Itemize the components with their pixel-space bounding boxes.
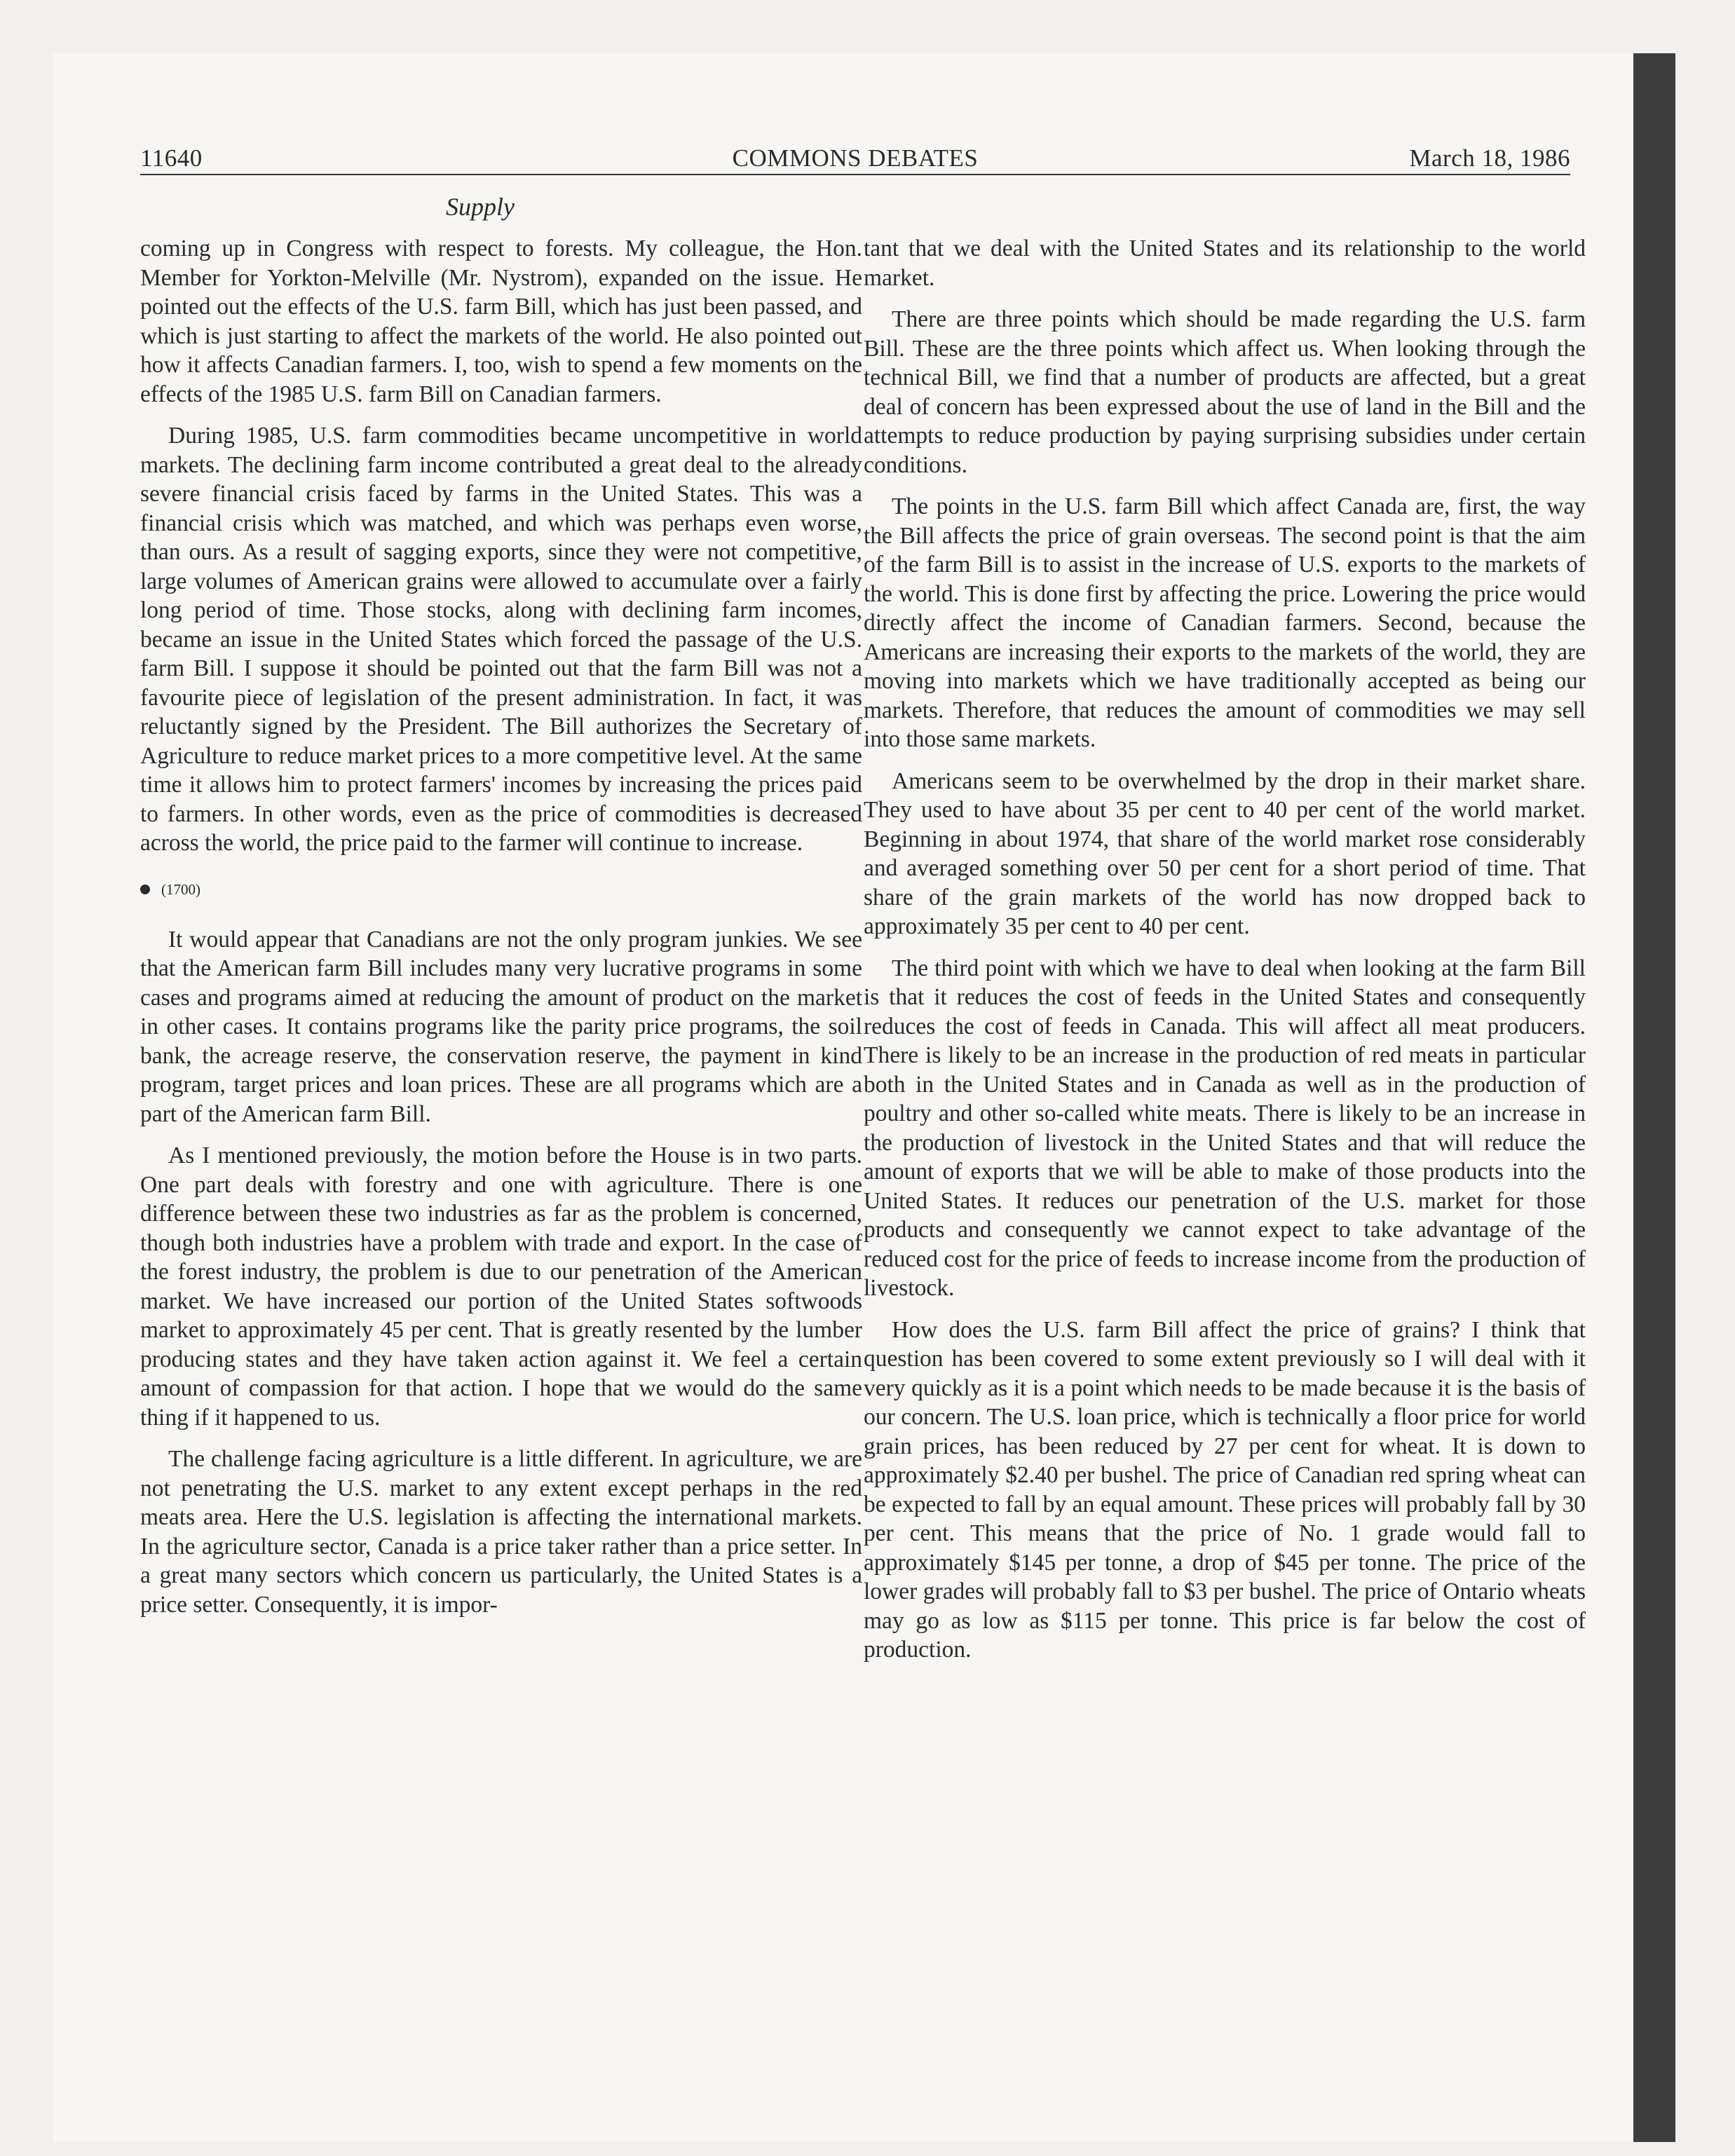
page-number: 11640 [140,144,203,172]
bullet-icon [140,885,150,894]
paragraph: coming up in Congress with respect to forests. My colleague, the Hon. Member for Yorkton-Melville (Mr. Nystrom), expanded on the issue. He pointed out the effects of the U.S. farm Bill, which has just been passed, and which is just starting to affect the markets of the world. He also pointed out how it affects Canadian farmers. I, too, wish to spend a few moments on the effects of the 1985 U.S. farm Bill on Canadian farmers. [140,236,862,407]
paragraph: During 1985, U.S. farm commodities became uncompetitive in world markets. The declining farm income contributed a great deal to the already severe financial crisis faced by farms in the United States. This was a financial crisis which was matched, and which was perhaps even worse, than ours. As a result of sagging exports, since they were not competitive, large volumes of American grains were allowed to accumulate over a fairly long period of time. Those stocks, along with declining farm incomes, became an issue in the United States which forced the passage of the U.S. farm Bill. I suppose it should be pointed out that the farm Bill was not a favourite piece of legislation of the present administration. In fact, it was reluctantly signed by the President. The Bill authorizes the Secretary of Agriculture to reduce market prices to a more competitive level. At the same time it allows him to protect farmers' incomes by increasing the prices paid to farmers. In other words, even as the price of commodities is decreased across the world, the price paid to the farmer will continue to increase. [140,423,862,856]
right-column [864,234,1586,1677]
publication-title: COMMONS DEBATES [732,144,979,172]
publication-date: March 18, 1986 [1409,144,1570,172]
paragraph: The challenge facing agriculture is a little different. In agriculture, we are not penetrating the U.S. market to any extent except perhaps in the red meats area. Here the U.S. legislation is affecting the international markets. In the agriculture sector, Canada is a price taker rather than a price setter. In a great many sectors which concern us particularly, the United States is a price setter. Consequently, it is impor- [140,1446,862,1618]
paragraph: As I mentioned previously, the motion before the House is in two parts. One part deals with forestry and one with agriculture. There is one difference between these two industries as far as the problem is concerned, though both industries have a problem with trade and export. In the case of the forest industry, the problem is due to our penetration of the American market. We have increased our portion of the United States softwoods market to approximately 45 per cent. That is greatly resented by the lumber producing states and they have taken action against it. We feel a certain amount of compassion for that action. I hope that we would do the same thing if it happened to us. [140,1142,862,1431]
page-header [140,140,1570,177]
section-title: Supply [446,193,515,221]
paragraph: How does the U.S. farm Bill affect the price of grains? I think that question has been covered to some extent previously so I will deal with it very quickly as it is a point which needs to be made because it is the basis of our concern. The U.S. loan price, which is technically a floor price for world grain prices, has been reduced by 27 per cent for wheat. It is down to approximately $2.40 per bushel. The price of Canadian red spring wheat can be expected to fall by an equal amount. These prices will probably fall by 30 per cent. This means that the price of No. 1 grade would fall to approximately $145 per tonne, a drop of $45 per tonne. The price of the lower grades will probably fall to $3 per bushel. The price of Ontario wheats may go as low as $115 per tonne. This price is far below the cost of production. [864,1316,1586,1663]
paragraph: There are three points which should be made regarding the U.S. farm Bill. These are the three points which affect us. When looking through the technical Bill, we find that a number of products are affected, but a great deal of concern has been expressed about the use of land in the Bill and the attempts to reduce production by paying surprising subsidies under certain conditions. [864,306,1586,478]
paragraph: Americans seem to be overwhelmed by the drop in their market share. They used to have about 35 per cent to 40 per cent of the world market. Beginning in about 1974, that share of the world market rose considerably and averaged something over 50 per cent for a short period of time. That share of the grain markets of the world has now dropped back to approximately 35 per cent to 40 per cent. [864,767,1586,939]
scan-edge-bar [1633,53,1675,2142]
paragraph: It would appear that Canadians are not the only program junkies. We see that the American farm Bill includes many very lucrative programs in some cases and programs aimed at reducing the amount of product on the market in other cases. It contains programs like the parity price programs, the soil bank, the acreage reserve, the conservation reserve, the payment in kind program, target prices and loan prices. These are all programs which are a part of the American farm Bill. [140,926,862,1127]
time-marker [140,879,862,900]
paragraph: tant that we deal with the United States and its relationship to the world market. [864,236,1586,291]
time-marker-label: (1700) [161,880,200,898]
header-rule [140,174,1570,175]
paragraph: The points in the U.S. farm Bill which affect Canada are, first, the way the Bill affects the price of grain overseas. The second point is that the aim of the farm Bill is to assist in the increase of U.S. exports to the markets of the world. This is done first by affecting the price. Lowering the price would directly affect the income of Canadian farmers. Second, because the Americans are increasing their exports to the markets of the world, they are moving into markets which we have traditionally accepted as being our markets. Therefore, that reduces the amount of commodities we may sell into those same markets. [864,493,1586,752]
left-column [140,234,862,1632]
paragraph: The third point with which we have to deal when looking at the farm Bill is that it reduces the cost of feeds in the United States and consequently reduces the cost of feeds in Canada. This will affect all meat producers. There is likely to be an increase in the production of red meats in particular both in the United States and in Canada as well as in the production of poultry and other so-called white meats. There is likely to be an increase in the production of livestock in the United States and that will reduce the amount of exports that we will be able to make of those products into the United States. It reduces our penetration of the U.S. market for those products and consequently we cannot expect to take advantage of the reduced cost for the price of feeds to increase income from the production of livestock. [864,955,1586,1301]
